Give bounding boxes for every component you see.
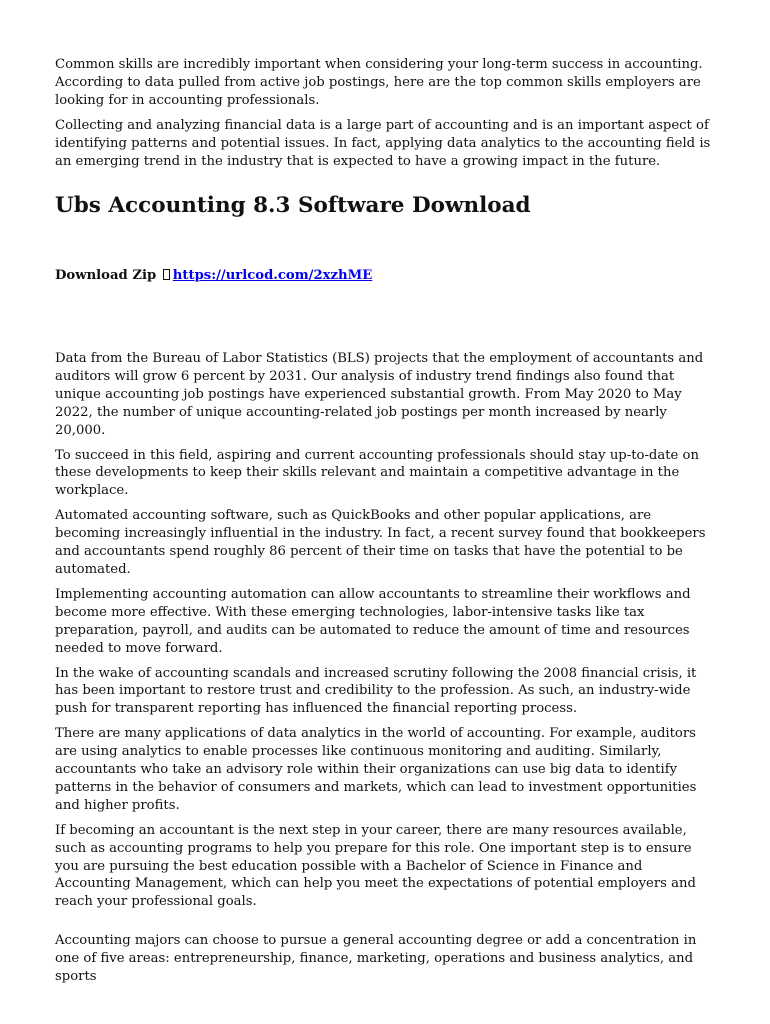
download-link[interactable]: https://urlcod.com/2xzhME bbox=[172, 268, 373, 283]
body-paragraph-2: To succeed in this field, aspiring and current accounting professionals should stay up-to-date on these developments to keep their skills relevant and maintain a competitive advantage in the workplace. bbox=[55, 447, 699, 499]
body-paragraph-4: Implementing accounting automation can allow accountants to streamline their workflows and become more effective. With these emerging technologies, labor-intensive tasks like tax preparation, payroll, and audits can be automated to reduce the amount of time and resources needed to move forward. bbox=[55, 586, 691, 656]
body-paragraph-1: Data from the Bureau of Labor Statistics (BLS) projects that the employment of accountants and auditors will grow 6 percent by 2031. Our analysis of industry trend findings also found that unique accounting job postings have experienced substantial growth. From May 2020 to May 2022, the number of unique accounting-related job postings per month increased by nearly 20,000. bbox=[55, 351, 704, 438]
body-paragraph-7: If becoming an accountant is the next step in your career, there are many resources available, such as accounting programs to help you prepare for this role. One important step is to ensure you are pursuing the best education possible with a Bachelor of Science in Finance and Accounting Management, which can help you meet the expectations of potential employers and reach your professional goals. bbox=[55, 822, 696, 910]
body-paragraph-6: There are many applications of data analytics in the world of accounting. For example, auditors are using analytics to enable processes like continuous monitoring and auditing. Similarly, accountants who take an advisory role within their organizations can use big data to identify patterns in the behavior of consumers and markets, which can lead to investment opportunities and higher profits. bbox=[55, 726, 697, 813]
page-title: Ubs Accounting 8.3 Software Download bbox=[55, 193, 531, 218]
body-section bbox=[55, 350, 717, 911]
intro-section bbox=[55, 56, 717, 170]
download-label: Download Zip bbox=[55, 268, 157, 283]
body-paragraph-3: Automated accounting software, such as QuickBooks and other popular applications, are becoming increasingly influential in the industry. In fact, a recent survey found that bookkeepers and accountants spend roughly 86 percent of their time on tasks that have the potential to be automated. bbox=[55, 508, 706, 577]
closing-paragraph-1: Accounting majors can choose to pursue a general accounting degree or add a concentration in one of five areas: entrepreneurship, finance, marketing, operations and business analytics, and sports bbox=[55, 933, 697, 984]
intro-paragraph-1: Common skills are incredibly important when considering your long-term success in accounting. According to data pulled from active job postings, here are the top common skills employers are looking for in accounting professionals. bbox=[55, 57, 703, 108]
closing-section bbox=[55, 932, 717, 986]
download-line bbox=[55, 267, 372, 285]
body-paragraph-5: In the wake of accounting scandals and increased scrutiny following the 2008 financial crisis, it has been important to restore trust and credibility to the profession. As such, an industry-wide push for transparent reporting has influenced the financial reporting process. bbox=[55, 665, 697, 717]
missing-glyph-icon bbox=[163, 269, 170, 280]
intro-paragraph-2: Collecting and analyzing financial data is a large part of accounting and is an important aspect of identifying patterns and potential issues. In fact, applying data analytics to the accounting field is an emerging trend in the industry that is expected to have a growing impact in the future. bbox=[55, 117, 711, 169]
